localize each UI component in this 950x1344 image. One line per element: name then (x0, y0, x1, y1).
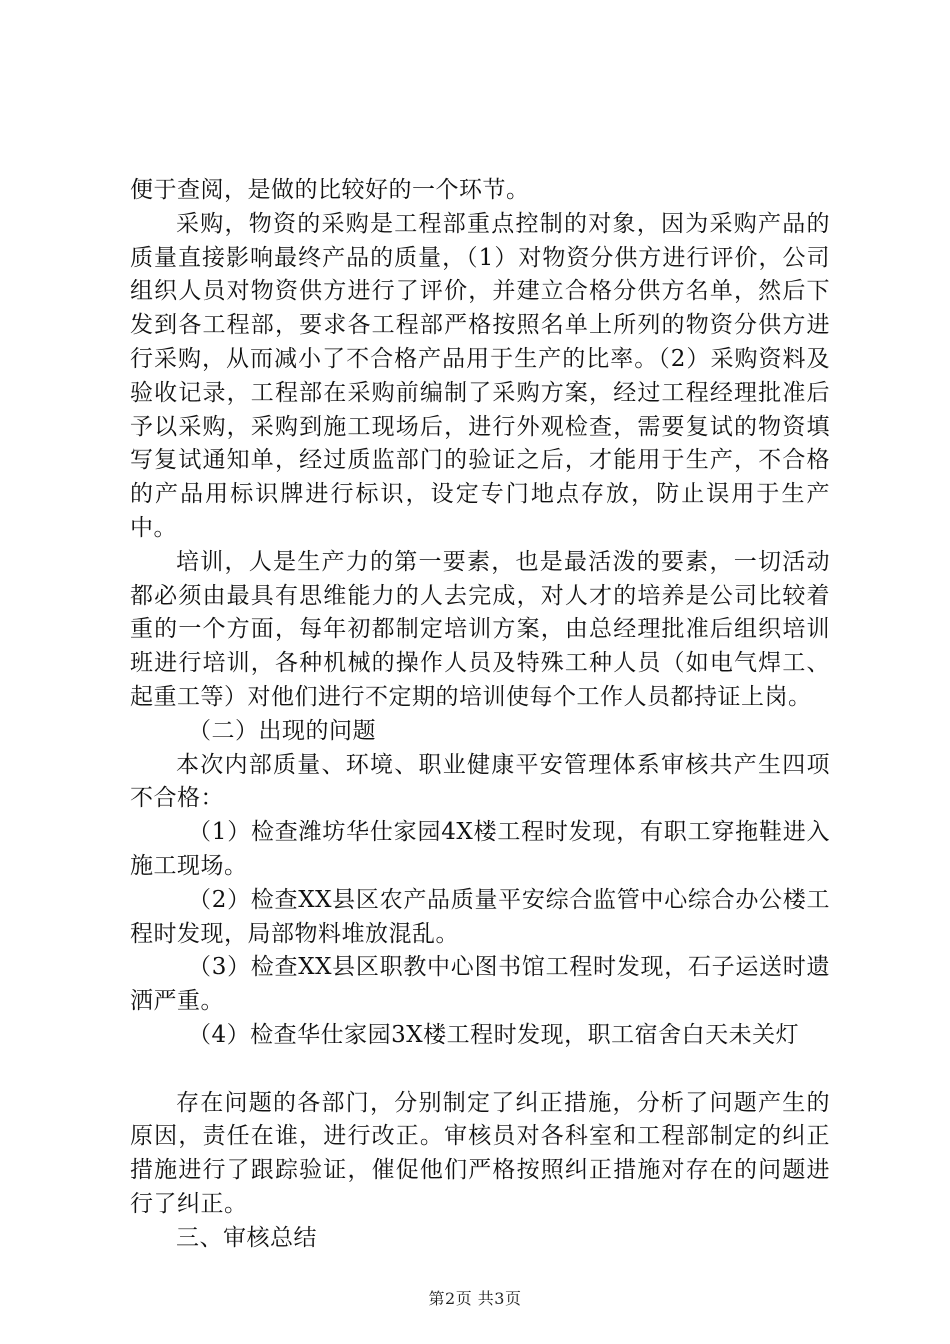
paragraph-audit-summary: 本次内部质量、环境、职业健康平安管理体系审核共产生四项不合格： (130, 751, 830, 812)
list-item-problem-2: （2）检查XX县区农产品质量平安综合监管中心综合办公楼工程时发现，局部物料堆放混乱。 (130, 886, 830, 947)
blank-line (130, 1053, 830, 1087)
paragraph-procurement: 采购，物资的采购是工程部重点控制的对象，因为采购产品的质量直接影响最终产品的质量，（1）对物资分供方进行评价，公司组织人员对物资供方进行了评价，并建立合格分供方名单，然后下发到各工程部，要求各工程部严格按照名单上所列的物资分供方进行采购，从而减小了不合格产品用于生产的比率。（2）采购资料及验收记录，工程部在采购前编制了采购方案，经过工程经理批准后予以采购，采购到施工现场后，进行外观检查，需要复试的物资填写复试通知单，经过质监部门的验证之后，才能用于生产，不合格的产品用标识牌进行标识，设定专门地点存放，防止误用于生产中。 (130, 210, 830, 541)
document-body (130, 174, 830, 1256)
paragraph-corrective-actions: 存在问题的各部门，分别制定了纠正措施，分析了问题产生的原因，责任在谁，进行改正。审核员对各科室和工程部制定的纠正措施进行了跟踪验证，催促他们严格按照纠正措施对存在的问题进行了纠正。 (130, 1089, 830, 1217)
list-item-problem-3: （3）检查XX县区职教中心图书馆工程时发现，石子运送时遗洒严重。 (130, 954, 830, 1015)
section-heading-audit-conclusion: 三、审核总结 (176, 1224, 317, 1251)
section-heading-problems: （二）出现的问题 (188, 717, 376, 744)
paragraph-continuation: 便于查阅，是做的比较好的一个环节。 (130, 177, 530, 203)
list-item-problem-1: （1）检查潍坊华仕家园4X楼工程时发现，有职工穿拖鞋进入施工现场。 (130, 819, 830, 879)
paragraph-training: 培训，人是生产力的第一要素，也是最活泼的要素，一切活动都必须由最具有思维能力的人去完成，对人才的培养是公司比较着重的一个方面，每年初都制定培训方案，由总经理批准后组织培训班进行培训，各种机械的操作人员及特殊工种人员（如电气焊工、起重工等）对他们进行不定期的培训使每个工作人员都持证上岗。 (130, 548, 830, 710)
page-number-footer: 第2页 共3页 (428, 1289, 522, 1308)
list-item-problem-4: （4）检查华仕家园3X楼工程时发现，职工宿舍白天未关灯 (188, 1021, 800, 1048)
